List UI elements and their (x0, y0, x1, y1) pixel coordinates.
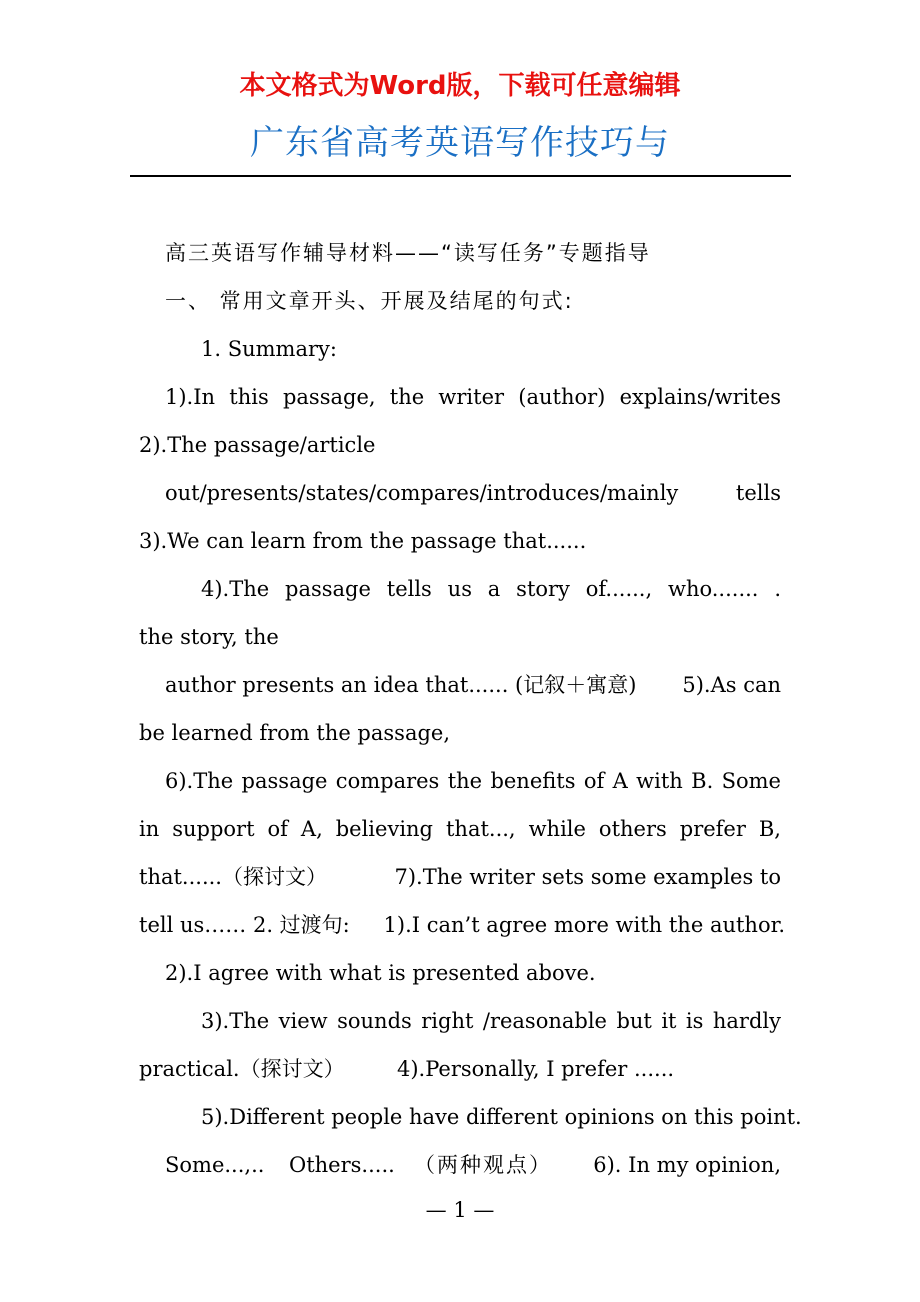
format-banner: 本文格式为Word版，下载可任意编辑 (239, 71, 681, 101)
document-title: 广东省高考英语写作技巧与 (250, 123, 670, 163)
text-line: 7).The writer sets some examples to (394, 865, 781, 889)
text-line: 4).The passage tells us a story of......, who....... . (201, 577, 781, 601)
text-line: Some...,.. (165, 1153, 265, 1177)
text-line: 1).In this passage, the writer (author) explains/writes (165, 385, 781, 409)
text-line: that......（探讨文） (139, 865, 327, 889)
text-line: Others..... (289, 1153, 395, 1177)
text-line: 5).Different people have different opinions on this point. (201, 1105, 802, 1129)
text-line: 3).We can learn from the passage that...... (139, 529, 587, 553)
text-line: author presents an idea that...... (记叙＋寓意) (165, 673, 637, 697)
text-line: 2).I agree with what is presented above. (165, 961, 596, 985)
text-line: （两种观点） (414, 1153, 552, 1177)
text-line: be learned from the passage, (139, 721, 451, 745)
section-heading: 一、 常用文章开头、开展及结尾的句式: (165, 289, 574, 313)
text-line: 5).As can (682, 673, 781, 697)
text-line: 1).I can’t agree more with the author. (383, 913, 785, 937)
text-line: the story, the (139, 625, 279, 649)
text-line: tell us…… 2. 过渡句: (139, 913, 350, 937)
subtitle-line: 高三英语写作辅导材料——“读写任务”专题指导 (165, 241, 651, 265)
text-line: 6).The passage compares the benefits of A with B. Some (165, 769, 781, 793)
title-divider (130, 175, 791, 177)
page-number: — 1 — (425, 1198, 495, 1222)
text-line: 4).Personally, I prefer ...... (397, 1057, 675, 1081)
text-line: out/presents/states/compares/introduces/mainly tells (165, 481, 781, 505)
text-line: in support of A, believing that..., while others prefer B, (139, 817, 781, 841)
summary-heading: 1. Summary: (201, 337, 337, 361)
text-line: 3).The view sounds right /reasonable but it is hardly (201, 1009, 781, 1033)
text-line: 2).The passage/article (139, 433, 376, 457)
text-line: practical.（探讨文） (139, 1057, 345, 1081)
text-line: 6). In my opinion, (593, 1153, 781, 1177)
